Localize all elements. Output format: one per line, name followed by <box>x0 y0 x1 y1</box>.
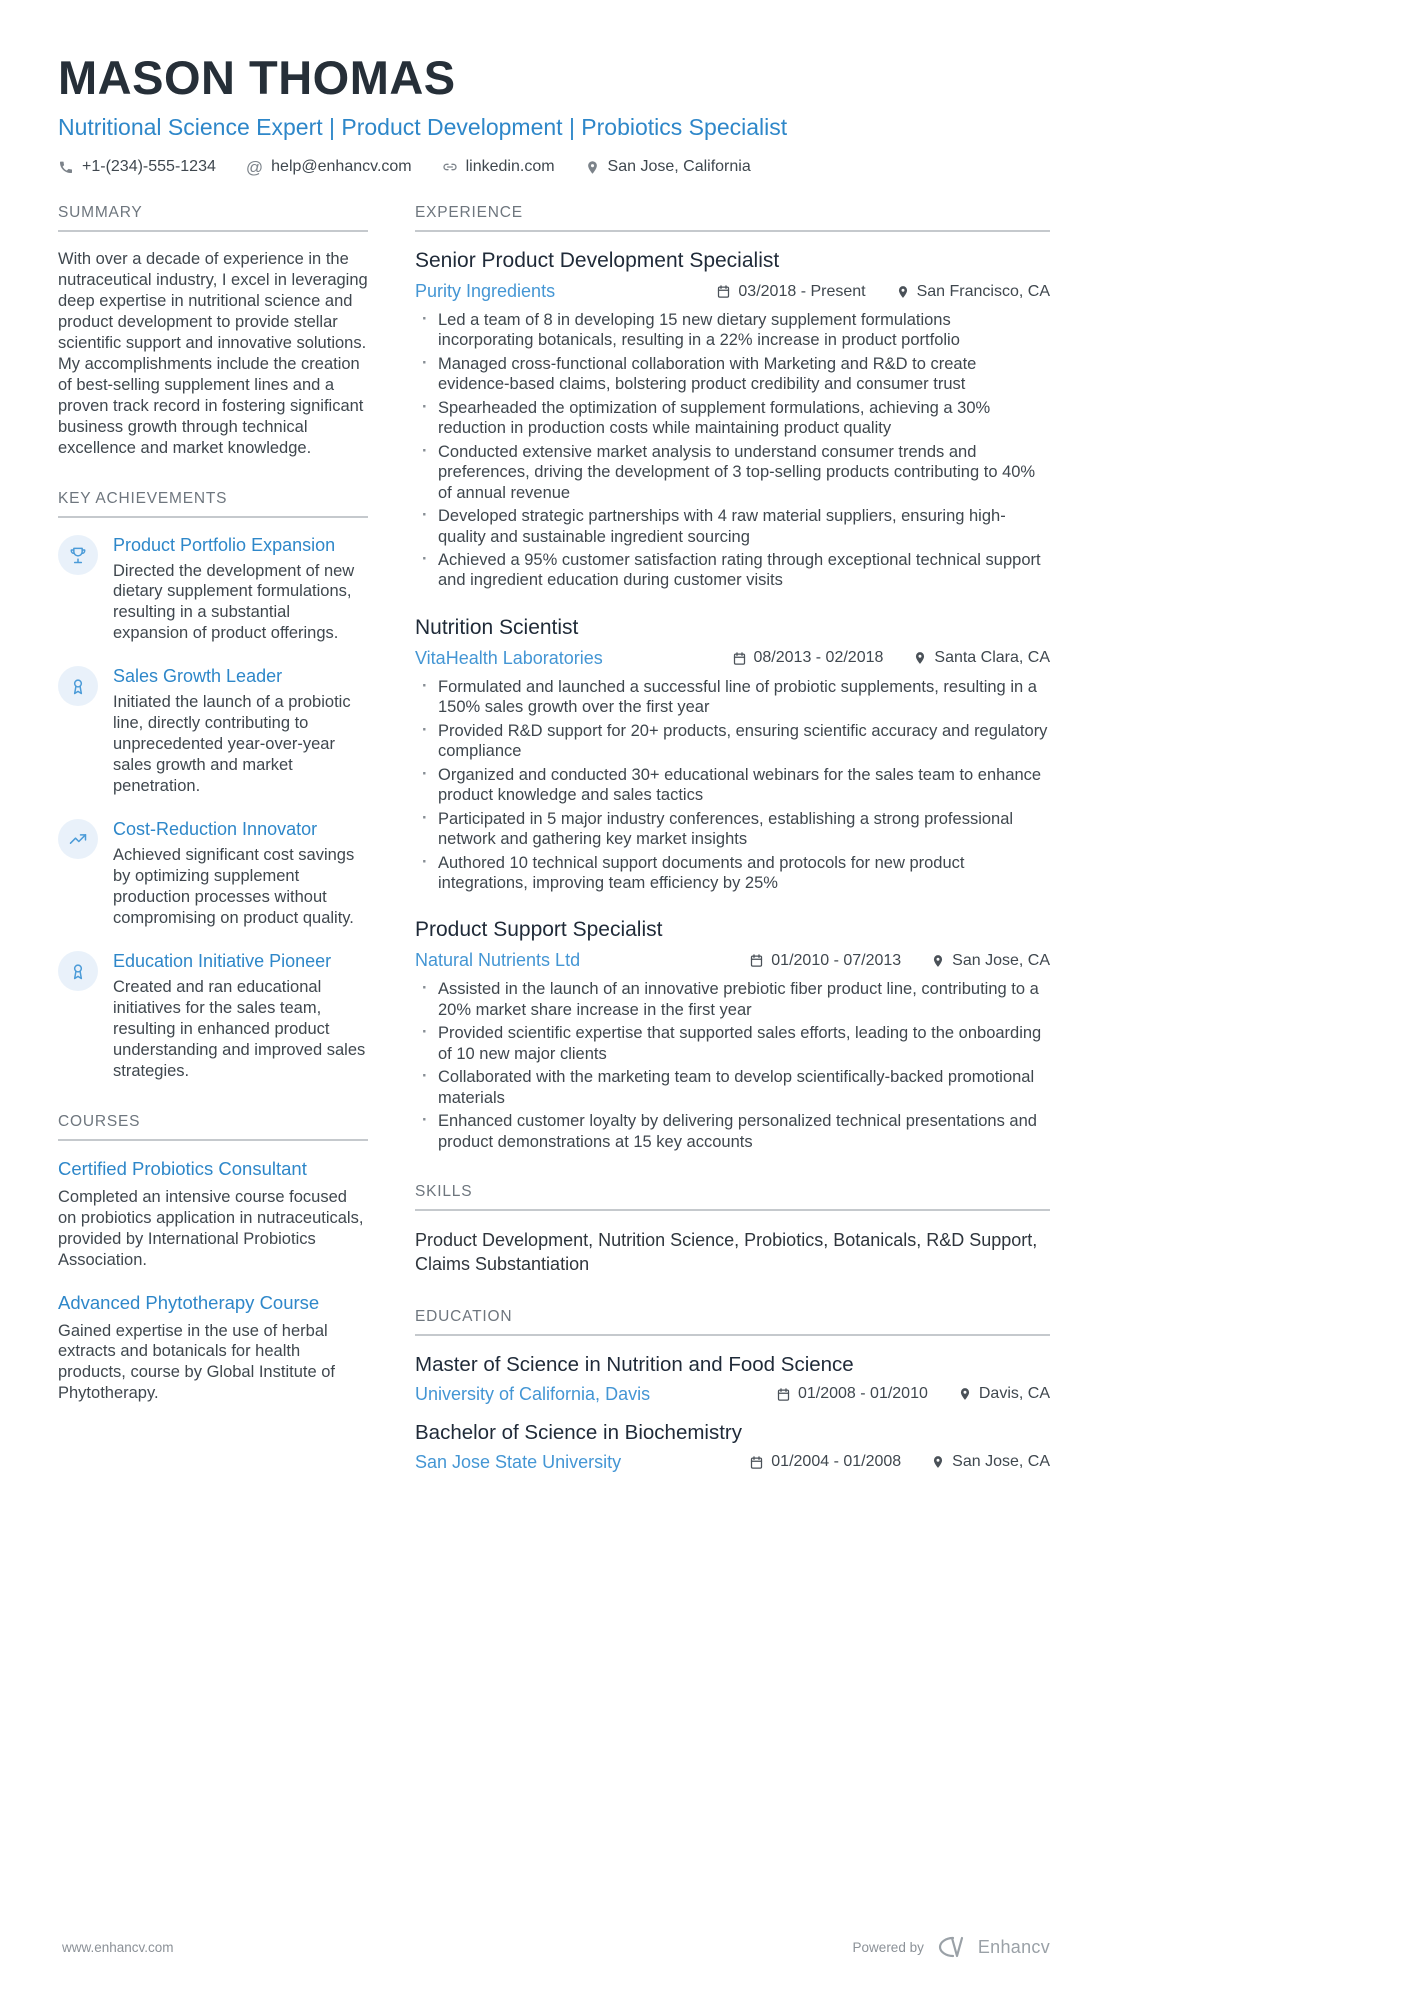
achievement-item <box>58 819 368 929</box>
location-text: Davis, CA <box>978 1385 1050 1403</box>
job-meta-row <box>415 281 1050 302</box>
bullet-item: · Provided R&D support for 20+ products, ensuring scientific accuracy and regulatory compliance <box>415 721 1050 762</box>
bullet-item: · Formulated and launched a successful line of probiotic supplements, resulting in a 150% sales growth over the first year <box>415 677 1050 718</box>
location-text: San Jose, California <box>607 158 751 175</box>
page-footer <box>62 1935 1050 1959</box>
calendar-icon <box>776 1387 791 1402</box>
achievement-text: Directed the development of new dietary supplement formulations, resulting in a substantial expansion of product offerings. <box>113 561 355 643</box>
calendar-icon <box>732 651 747 666</box>
job-title: Product Support Specialist <box>415 918 663 942</box>
link-icon <box>442 159 458 175</box>
job-meta-row <box>415 648 1050 669</box>
phone-icon <box>58 159 74 175</box>
job-dates <box>716 283 865 301</box>
medal-icon <box>58 951 98 991</box>
person-job-title: Nutritional Science Expert | Product Development | Probiotics Specialist <box>58 114 788 140</box>
resume-header <box>58 50 1050 176</box>
course-text: Gained expertise in the use of herbal extracts and botanicals for health products, course by Global Institute of Phytotherapy. <box>58 1321 335 1403</box>
achievement-title: Sales Growth Leader <box>113 666 283 687</box>
key-achievements-section <box>58 490 368 1082</box>
course-item <box>58 1292 368 1405</box>
location-icon <box>931 954 945 968</box>
job-bullets <box>415 979 1050 1152</box>
website-link[interactable]: www.enhancv.com <box>62 1939 174 1955</box>
job-location <box>913 649 1050 667</box>
location-text: San Francisco, CA <box>916 282 1050 300</box>
company-name: Purity Ingredients <box>415 281 556 301</box>
achievement-text: Initiated the launch of a probiotic line, directly contributing to unprecedented year-over-year sales growth and market penetration. <box>113 693 351 796</box>
location-text: Santa Clara, CA <box>934 649 1050 667</box>
location-icon <box>896 285 910 299</box>
summary-section <box>58 204 368 459</box>
bullet-item: · Participated in 5 major industry conferences, establishing a strong professional network and gathering key market insights <box>415 809 1050 850</box>
enhancv-brand-text: Enhancv <box>977 1936 1050 1957</box>
trophy-icon <box>58 535 98 575</box>
bullet-item: · Authored 10 technical support documents and protocols for new product integrations, improving team efficiency by 25% <box>415 853 1050 894</box>
education-location <box>958 1385 1050 1403</box>
job-dates <box>749 952 901 970</box>
courses-heading: COURSES <box>58 1113 368 1141</box>
dates-text: 08/2013 - 02/2018 <box>753 649 884 667</box>
job-location <box>896 283 1050 301</box>
achievement-item <box>58 535 368 645</box>
bullet-item: · Assisted in the launch of an innovative prebiotic fiber product line, contributing to a 20% market share increase in the first year <box>415 979 1050 1020</box>
education-meta-row <box>415 1452 1050 1473</box>
email-address: help@enhancv.com <box>271 158 412 175</box>
course-item <box>58 1158 368 1271</box>
education-heading: EDUCATION <box>415 1308 1050 1336</box>
bullet-item: · Developed strategic partnerships with 4 raw material suppliers, ensuring high-quality and sustainable ingredient sourcing <box>415 506 1050 547</box>
school-name: San Jose State University <box>415 1451 622 1472</box>
dates-text: 01/2008 - 01/2010 <box>797 1385 928 1403</box>
job-location <box>931 952 1050 970</box>
bullet-item: · Provided scientific expertise that supported sales efforts, leading to the onboarding of 10 new major clients <box>415 1023 1050 1064</box>
achievement-body <box>113 819 368 929</box>
dates-text: 03/2018 - Present <box>738 282 866 300</box>
powered-by-box[interactable] <box>853 1935 1050 1959</box>
bullet-item: · Spearheaded the optimization of supplement formulations, achieving a 30% reduction in production costs while maintaining product quality <box>415 398 1050 439</box>
experience-item <box>415 249 1050 591</box>
education-dates <box>776 1385 928 1403</box>
education-section <box>415 1308 1050 1473</box>
bullet-item: · Enhanced customer loyalty by delivering personalized technical presentations and product demonstrations at 15 key accounts <box>415 1111 1050 1152</box>
job-dates <box>732 649 884 667</box>
achievement-item <box>58 666 368 797</box>
experience-item <box>415 616 1050 894</box>
achievement-text: Achieved significant cost savings by optimizing supplement production processes without compromising on product quality. <box>113 846 355 927</box>
bullet-item: · Managed cross-functional collaboration with Marketing and R&D to create evidence-based claims, bolstering product credibility and consumer trust <box>415 354 1050 395</box>
achievement-title: Cost-Reduction Innovator <box>113 819 318 840</box>
achievement-body <box>113 951 368 1082</box>
right-column <box>415 204 1050 1504</box>
course-text: Completed an intensive course focused on probiotics application in nutraceuticals, provided by International Probiotics Association. <box>58 1187 364 1269</box>
bullet-item: · Led a team of 8 in developing 15 new dietary supplement formulations incorporating botanicals, resulting in a 22% increase in product portfolio <box>415 310 1050 351</box>
bullet-item: · Organized and conducted 30+ educational webinars for the sales team to enhance product knowledge and sales tactics <box>415 765 1050 806</box>
medal-icon <box>58 666 98 706</box>
education-dates <box>749 1453 901 1471</box>
education-location <box>931 1453 1050 1471</box>
skills-section <box>415 1183 1050 1277</box>
achievement-body <box>113 535 368 645</box>
experience-heading: EXPERIENCE <box>415 204 1050 232</box>
left-column <box>58 204 368 1504</box>
summary-heading: SUMMARY <box>58 204 368 232</box>
dates-text: 01/2010 - 07/2013 <box>771 951 902 969</box>
key-achievements-heading: KEY ACHIEVEMENTS <box>58 490 368 518</box>
dates-text: 01/2004 - 01/2008 <box>771 1453 902 1471</box>
bullet-item: · Conducted extensive market analysis to understand consumer trends and preferences, driving the development of 3 top-selling products contributing to 40% of annual revenue <box>415 442 1050 503</box>
phone-contact <box>58 158 216 176</box>
education-meta-row <box>415 1384 1050 1405</box>
phone-number: +1-(234)-555-1234 <box>82 158 216 175</box>
course-title: Certified Probiotics Consultant <box>58 1157 307 1179</box>
location-icon <box>913 651 927 665</box>
job-title: Senior Product Development Specialist <box>415 249 780 272</box>
location-contact <box>585 158 751 176</box>
experience-item <box>415 918 1050 1152</box>
email-contact[interactable] <box>246 158 412 176</box>
achievement-title: Education Initiative Pioneer <box>113 950 332 971</box>
degree-title: Bachelor of Science in Biochemistry <box>415 1420 743 1444</box>
job-bullets <box>415 310 1050 591</box>
location-text: San Jose, CA <box>952 951 1050 969</box>
school-name: University of California, Davis <box>415 1383 651 1404</box>
two-column-layout <box>58 204 1050 1504</box>
courses-section <box>58 1113 368 1405</box>
job-bullets <box>415 677 1050 894</box>
summary-text: With over a decade of experience in the nutraceutical industry, I excel in leveraging deep expertise in nutritional science and product development to provide stellar scientific support and innovative solutions. My accomplishments include the creation of best-selling supplement lines and a proven track record in fostering significant business growth through technical excellence and market knowledge. <box>58 250 368 457</box>
location-icon <box>958 1387 972 1401</box>
skills-heading: SKILLS <box>415 1183 1050 1211</box>
achievement-item <box>58 951 368 1082</box>
achievement-title: Product Portfolio Expansion <box>113 534 336 555</box>
bullet-item: · Collaborated with the marketing team to develop scientifically-backed promotional materials <box>415 1067 1050 1108</box>
location-icon <box>585 160 600 175</box>
enhancv-logo-icon <box>936 1935 966 1959</box>
company-name: Natural Nutrients Ltd <box>415 950 581 971</box>
location-text: San Jose, CA <box>952 1453 1050 1471</box>
trend-arrow-icon <box>58 819 98 859</box>
contact-row <box>58 158 1050 176</box>
company-name: VitaHealth Laboratories <box>415 647 603 668</box>
skills-text: Product Development, Nutrition Science, Probiotics, Botanicals, R&D Support, Claims Substantiation <box>415 1230 1038 1275</box>
degree-title: Master of Science in Nutrition and Food Science <box>415 1352 854 1376</box>
course-title: Advanced Phytotherapy Course <box>58 1291 320 1313</box>
job-title: Nutrition Scientist <box>415 615 579 639</box>
experience-section <box>415 204 1050 1152</box>
bullet-item: · Achieved a 95% customer satisfaction rating through exceptional technical support and ingredient education during customer visits <box>415 550 1050 591</box>
linkedin-url: linkedin.com <box>465 158 555 175</box>
achievement-text: Created and ran educational initiatives for the sales team, resulting in enhanced product understanding and improved sales strategies. <box>113 977 366 1080</box>
resume-content <box>58 50 1050 1504</box>
job-meta-row <box>415 950 1050 971</box>
email-icon: @ <box>245 157 264 177</box>
calendar-icon <box>749 953 764 968</box>
achievement-body <box>113 666 368 797</box>
location-icon <box>931 1455 945 1469</box>
education-item <box>415 1353 1050 1405</box>
education-item <box>415 1421 1050 1473</box>
linkedin-contact[interactable] <box>442 158 555 176</box>
calendar-icon <box>716 284 731 299</box>
person-name: MASON THOMAS <box>58 51 456 104</box>
powered-by-label: Powered by <box>852 1939 924 1955</box>
calendar-icon <box>749 1455 764 1470</box>
